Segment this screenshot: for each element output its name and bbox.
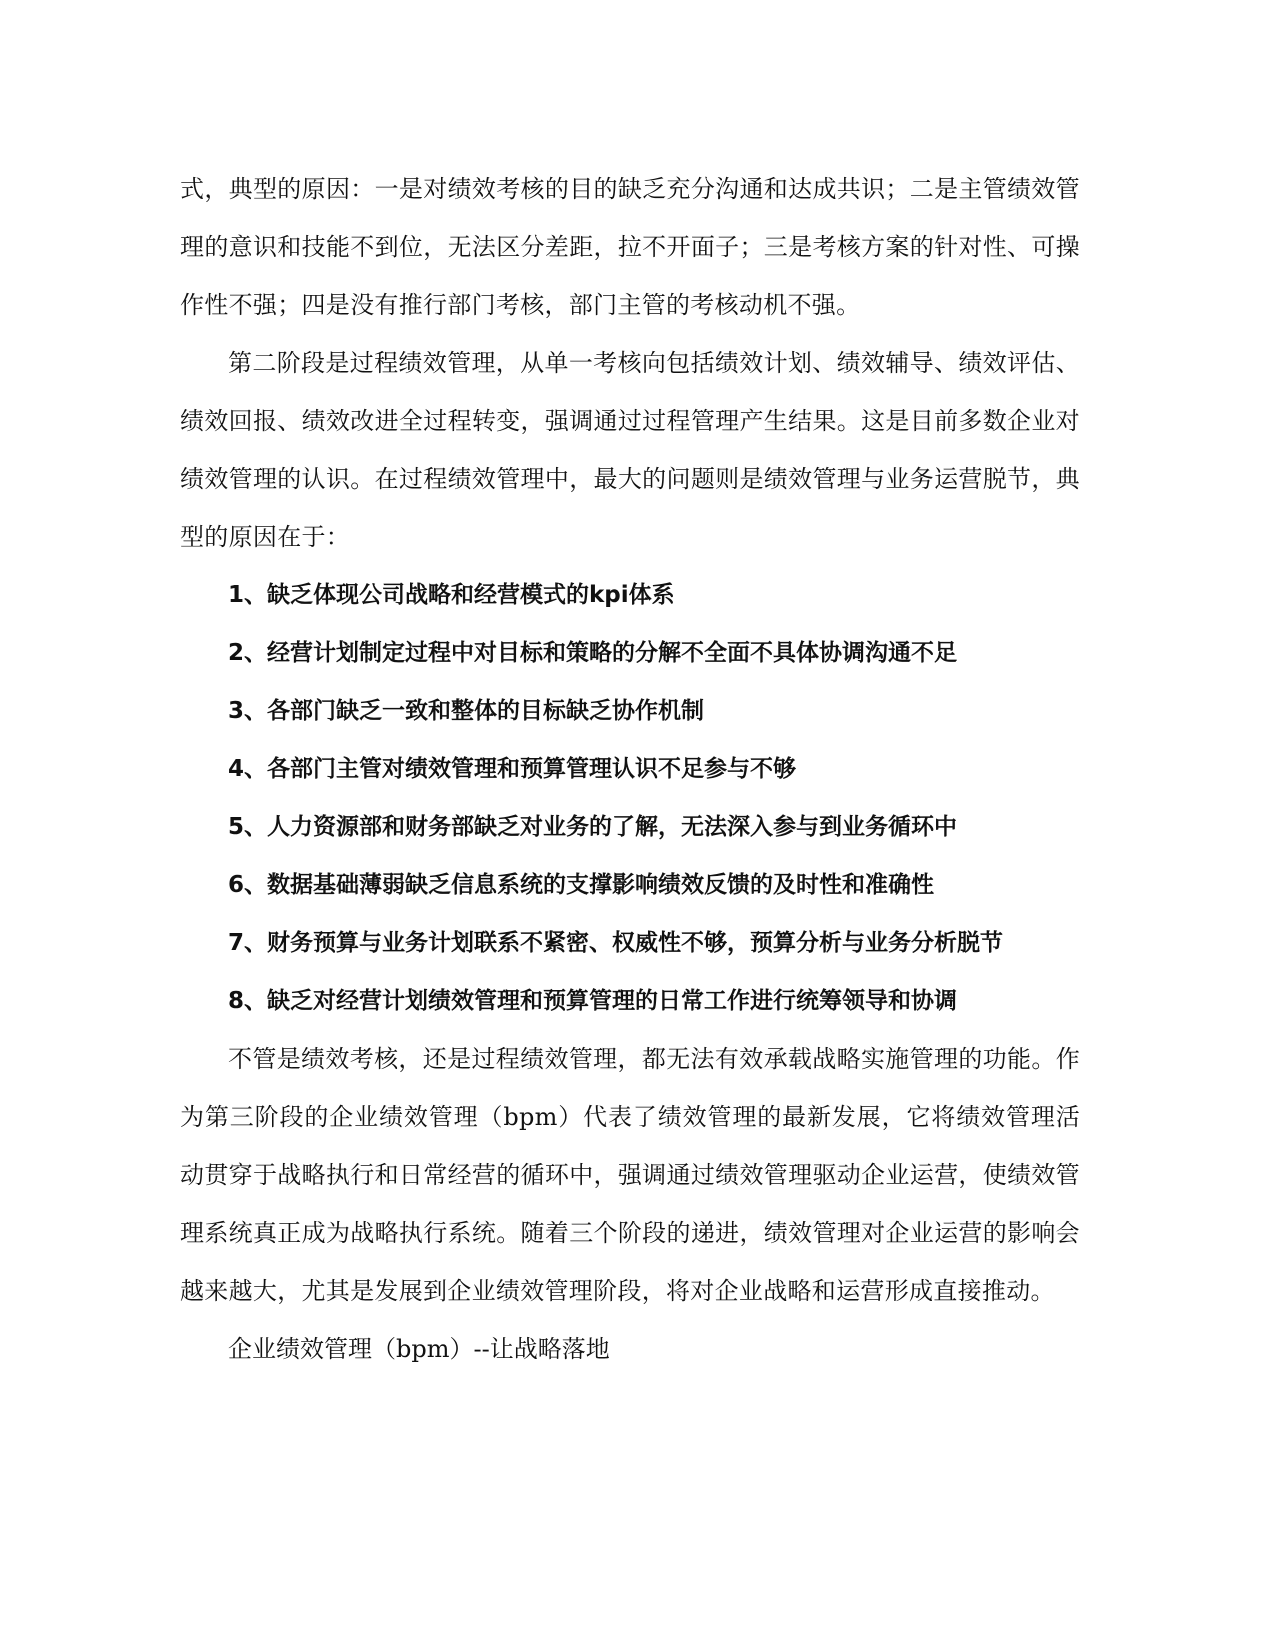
list-item: 7、财务预算与业务计划联系不紧密、权威性不够，预算分析与业务分析脱节 [228,930,1004,956]
problem-list [180,566,1080,1030]
list-item: 5、人力资源部和财务部缺乏对业务的了解，无法深入参与到业务循环中 [228,814,958,840]
list-item: 2、经营计划制定过程中对目标和策略的分解不全面不具体协调沟通不足 [228,640,958,666]
section-heading: 企业绩效管理（bpm）--让战略落地 [228,1335,610,1363]
list-item: 3、各部门缺乏一致和整体的目标缺乏协作机制 [228,698,705,724]
paragraph-1: 式，典型的原因：一是对绩效考核的目的缺乏充分沟通和达成共识；二是主管绩效管理的意识和技能不到位，无法区分差距，拉不开面子；三是考核方案的针对性、可操作性不强；四是没有推行部门考核，部门主管的考核动机不强。 [180,175,1080,319]
list-item: 6、数据基础薄弱缺乏信息系统的支撑影响绩效反馈的及时性和准确性 [228,872,935,898]
list-item: 8、缺乏对经营计划绩效管理和预算管理的日常工作进行统筹领导和协调 [228,988,958,1014]
list-item: 4、各部门主管对绩效管理和预算管理认识不足参与不够 [228,756,797,782]
list-item: 1、缺乏体现公司战略和经营模式的kpi体系 [228,582,675,608]
paragraph-2: 第二阶段是过程绩效管理，从单一考核向包括绩效计划、绩效辅导、绩效评估、绩效回报、绩效改进全过程转变，强调通过过程管理产生结果。这是目前多数企业对绩效管理的认识。在过程绩效管理中，最大的问题则是绩效管理与业务运营脱节，典型的原因在于： [180,349,1080,551]
paragraph-3: 不管是绩效考核，还是过程绩效管理，都无法有效承载战略实施管理的功能。作为第三阶段的企业绩效管理（bpm）代表了绩效管理的最新发展，它将绩效管理活动贯穿于战略执行和日常经营的循环中，强调通过绩效管理驱动企业运营，使绩效管理系统真正成为战略执行系统。随着三个阶段的递进，绩效管理对企业运营的影响会越来越大，尤其是发展到企业绩效管理阶段，将对企业战略和运营形成直接推动。 [180,1045,1080,1305]
document-page [180,160,1080,1378]
